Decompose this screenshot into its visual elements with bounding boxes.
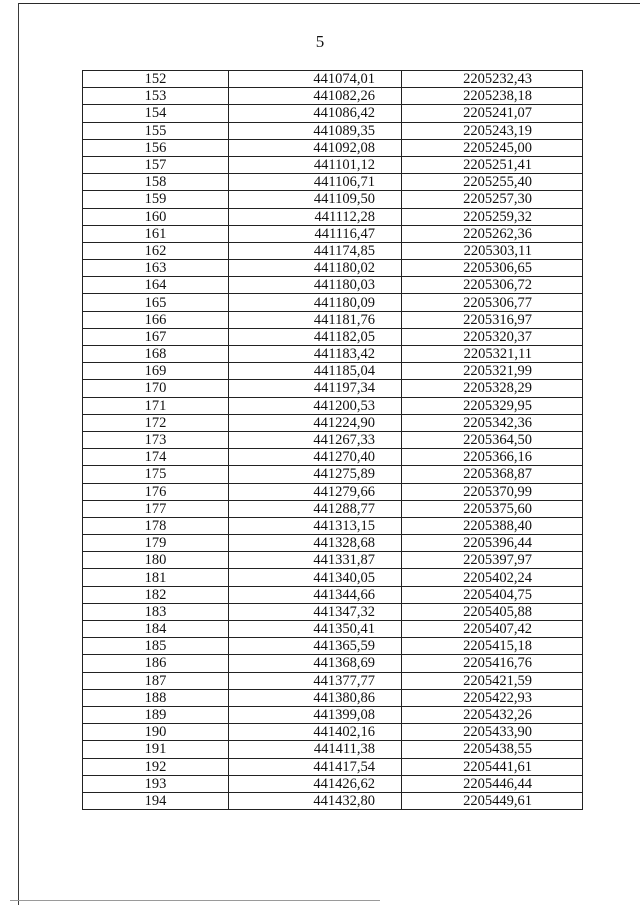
- x-coordinate-cell: 441092,08: [229, 139, 402, 156]
- x-coordinate-cell: 441200,53: [229, 397, 402, 414]
- table-row: [83, 328, 583, 345]
- x-coordinate-cell: 441313,15: [229, 517, 402, 534]
- x-coordinate-cell: 441182,05: [229, 328, 402, 345]
- point-number-cell: 159: [83, 191, 229, 208]
- table-row: [83, 346, 583, 363]
- table-row: [83, 792, 583, 809]
- point-number-cell: 171: [83, 397, 229, 414]
- x-coordinate-cell: 441109,50: [229, 191, 402, 208]
- point-number-cell: 153: [83, 88, 229, 105]
- x-coordinate-cell: 441106,71: [229, 174, 402, 191]
- point-number-cell: 156: [83, 139, 229, 156]
- point-number-cell: 165: [83, 294, 229, 311]
- table-row: [83, 586, 583, 603]
- y-coordinate-cell: 2205397,97: [402, 552, 583, 569]
- table-row: [83, 414, 583, 431]
- point-number-cell: 185: [83, 638, 229, 655]
- table-row: [83, 174, 583, 191]
- point-number-cell: 176: [83, 483, 229, 500]
- y-coordinate-cell: 2205306,72: [402, 277, 583, 294]
- table-row: [83, 71, 583, 88]
- x-coordinate-cell: 441183,42: [229, 346, 402, 363]
- table-row: [83, 242, 583, 259]
- y-coordinate-cell: 2205449,61: [402, 792, 583, 809]
- point-number-cell: 175: [83, 466, 229, 483]
- y-coordinate-cell: 2205243,19: [402, 122, 583, 139]
- table-row: [83, 775, 583, 792]
- table-row: [83, 431, 583, 448]
- y-coordinate-cell: 2205404,75: [402, 586, 583, 603]
- point-number-cell: 193: [83, 775, 229, 792]
- point-number-cell: 178: [83, 517, 229, 534]
- point-number-cell: 169: [83, 363, 229, 380]
- table-row: [83, 689, 583, 706]
- y-coordinate-cell: 2205320,37: [402, 328, 583, 345]
- table-row: [83, 397, 583, 414]
- y-coordinate-cell: 2205396,44: [402, 535, 583, 552]
- table-row: [83, 449, 583, 466]
- point-number-cell: 168: [83, 346, 229, 363]
- x-coordinate-cell: 441368,69: [229, 655, 402, 672]
- table-row: [83, 672, 583, 689]
- point-number-cell: 192: [83, 758, 229, 775]
- table-row: [83, 294, 583, 311]
- coordinates-table-body: [83, 71, 583, 810]
- y-coordinate-cell: 2205407,42: [402, 621, 583, 638]
- point-number-cell: 158: [83, 174, 229, 191]
- point-number-cell: 181: [83, 569, 229, 586]
- x-coordinate-cell: 441426,62: [229, 775, 402, 792]
- x-coordinate-cell: 441089,35: [229, 122, 402, 139]
- y-coordinate-cell: 2205433,90: [402, 724, 583, 741]
- page-number: 5: [315, 32, 325, 51]
- x-coordinate-cell: 441197,34: [229, 380, 402, 397]
- y-coordinate-cell: 2205306,65: [402, 260, 583, 277]
- table-row: [83, 621, 583, 638]
- y-coordinate-cell: 2205303,11: [402, 242, 583, 259]
- table-row: [83, 466, 583, 483]
- point-number-cell: 166: [83, 311, 229, 328]
- table-row: [83, 569, 583, 586]
- y-coordinate-cell: 2205321,11: [402, 346, 583, 363]
- table-row: [83, 483, 583, 500]
- table-row: [83, 139, 583, 156]
- x-coordinate-cell: 441224,90: [229, 414, 402, 431]
- point-number-cell: 162: [83, 242, 229, 259]
- point-number-cell: 180: [83, 552, 229, 569]
- x-coordinate-cell: 441344,66: [229, 586, 402, 603]
- x-coordinate-cell: 441116,47: [229, 225, 402, 242]
- point-number-cell: 154: [83, 105, 229, 122]
- table-row: [83, 277, 583, 294]
- point-number-cell: 152: [83, 71, 229, 88]
- y-coordinate-cell: 2205316,97: [402, 311, 583, 328]
- x-coordinate-cell: 441288,77: [229, 500, 402, 517]
- point-number-cell: 184: [83, 621, 229, 638]
- point-number-cell: 157: [83, 156, 229, 173]
- point-number-cell: 191: [83, 741, 229, 758]
- point-number-cell: 160: [83, 208, 229, 225]
- point-number-cell: 194: [83, 792, 229, 809]
- x-coordinate-cell: 441350,41: [229, 621, 402, 638]
- point-number-cell: 177: [83, 500, 229, 517]
- table-row: [83, 758, 583, 775]
- x-coordinate-cell: 441399,08: [229, 706, 402, 723]
- table-row: [83, 638, 583, 655]
- y-coordinate-cell: 2205415,18: [402, 638, 583, 655]
- x-coordinate-cell: 441328,68: [229, 535, 402, 552]
- table-row: [83, 535, 583, 552]
- x-coordinate-cell: 441365,59: [229, 638, 402, 655]
- y-coordinate-cell: 2205375,60: [402, 500, 583, 517]
- coordinates-table: [82, 70, 583, 810]
- x-coordinate-cell: 441086,42: [229, 105, 402, 122]
- x-coordinate-cell: 441185,04: [229, 363, 402, 380]
- point-number-cell: 161: [83, 225, 229, 242]
- point-number-cell: 167: [83, 328, 229, 345]
- table-row: [83, 603, 583, 620]
- table-row: [83, 88, 583, 105]
- page-top-edge: [18, 3, 640, 4]
- table-row: [83, 363, 583, 380]
- y-coordinate-cell: 2205370,99: [402, 483, 583, 500]
- x-coordinate-cell: 441417,54: [229, 758, 402, 775]
- point-number-cell: 179: [83, 535, 229, 552]
- x-coordinate-cell: 441347,32: [229, 603, 402, 620]
- point-number-cell: 164: [83, 277, 229, 294]
- table-row: [83, 741, 583, 758]
- table-row: [83, 311, 583, 328]
- point-number-cell: 186: [83, 655, 229, 672]
- y-coordinate-cell: 2205368,87: [402, 466, 583, 483]
- x-coordinate-cell: 441275,89: [229, 466, 402, 483]
- y-coordinate-cell: 2205255,40: [402, 174, 583, 191]
- point-number-cell: 170: [83, 380, 229, 397]
- point-number-cell: 182: [83, 586, 229, 603]
- point-number-cell: 155: [83, 122, 229, 139]
- y-coordinate-cell: 2205422,93: [402, 689, 583, 706]
- table-row: [83, 380, 583, 397]
- table-row: [83, 552, 583, 569]
- x-coordinate-cell: 441377,77: [229, 672, 402, 689]
- table-row: [83, 122, 583, 139]
- page-left-edge: [18, 3, 19, 905]
- y-coordinate-cell: 2205241,07: [402, 105, 583, 122]
- point-number-cell: 163: [83, 260, 229, 277]
- y-coordinate-cell: 2205388,40: [402, 517, 583, 534]
- y-coordinate-cell: 2205251,41: [402, 156, 583, 173]
- table-row: [83, 655, 583, 672]
- table-row: [83, 156, 583, 173]
- x-coordinate-cell: 441411,38: [229, 741, 402, 758]
- y-coordinate-cell: 2205421,59: [402, 672, 583, 689]
- y-coordinate-cell: 2205238,18: [402, 88, 583, 105]
- point-number-cell: 188: [83, 689, 229, 706]
- x-coordinate-cell: 441181,76: [229, 311, 402, 328]
- table-row: [83, 706, 583, 723]
- x-coordinate-cell: 441101,12: [229, 156, 402, 173]
- x-coordinate-cell: 441270,40: [229, 449, 402, 466]
- table-row: [83, 191, 583, 208]
- point-number-cell: 172: [83, 414, 229, 431]
- x-coordinate-cell: 441180,09: [229, 294, 402, 311]
- point-number-cell: 187: [83, 672, 229, 689]
- x-coordinate-cell: 441174,85: [229, 242, 402, 259]
- point-number-cell: 190: [83, 724, 229, 741]
- y-coordinate-cell: 2205438,55: [402, 741, 583, 758]
- y-coordinate-cell: 2205342,36: [402, 414, 583, 431]
- y-coordinate-cell: 2205259,32: [402, 208, 583, 225]
- x-coordinate-cell: 441331,87: [229, 552, 402, 569]
- x-coordinate-cell: 441082,26: [229, 88, 402, 105]
- table-row: [83, 225, 583, 242]
- x-coordinate-cell: 441432,80: [229, 792, 402, 809]
- table-row: [83, 260, 583, 277]
- y-coordinate-cell: 2205364,50: [402, 431, 583, 448]
- y-coordinate-cell: 2205257,30: [402, 191, 583, 208]
- y-coordinate-cell: 2205262,36: [402, 225, 583, 242]
- x-coordinate-cell: 441112,28: [229, 208, 402, 225]
- table-row: [83, 517, 583, 534]
- y-coordinate-cell: 2205441,61: [402, 758, 583, 775]
- table-row: [83, 500, 583, 517]
- x-coordinate-cell: 441279,66: [229, 483, 402, 500]
- y-coordinate-cell: 2205306,77: [402, 294, 583, 311]
- page-bottom-edge: [10, 900, 380, 901]
- table-row: [83, 105, 583, 122]
- x-coordinate-cell: 441180,03: [229, 277, 402, 294]
- y-coordinate-cell: 2205328,29: [402, 380, 583, 397]
- y-coordinate-cell: 2205366,16: [402, 449, 583, 466]
- y-coordinate-cell: 2205446,44: [402, 775, 583, 792]
- y-coordinate-cell: 2205232,43: [402, 71, 583, 88]
- y-coordinate-cell: 2205402,24: [402, 569, 583, 586]
- point-number-cell: 189: [83, 706, 229, 723]
- point-number-cell: 173: [83, 431, 229, 448]
- y-coordinate-cell: 2205321,99: [402, 363, 583, 380]
- x-coordinate-cell: 441074,01: [229, 71, 402, 88]
- x-coordinate-cell: 441402,16: [229, 724, 402, 741]
- x-coordinate-cell: 441180,02: [229, 260, 402, 277]
- table-row: [83, 208, 583, 225]
- table-row: [83, 724, 583, 741]
- y-coordinate-cell: 2205432,26: [402, 706, 583, 723]
- x-coordinate-cell: 441267,33: [229, 431, 402, 448]
- x-coordinate-cell: 441380,86: [229, 689, 402, 706]
- y-coordinate-cell: 2205405,88: [402, 603, 583, 620]
- y-coordinate-cell: 2205245,00: [402, 139, 583, 156]
- y-coordinate-cell: 2205416,76: [402, 655, 583, 672]
- x-coordinate-cell: 441340,05: [229, 569, 402, 586]
- y-coordinate-cell: 2205329,95: [402, 397, 583, 414]
- point-number-cell: 174: [83, 449, 229, 466]
- point-number-cell: 183: [83, 603, 229, 620]
